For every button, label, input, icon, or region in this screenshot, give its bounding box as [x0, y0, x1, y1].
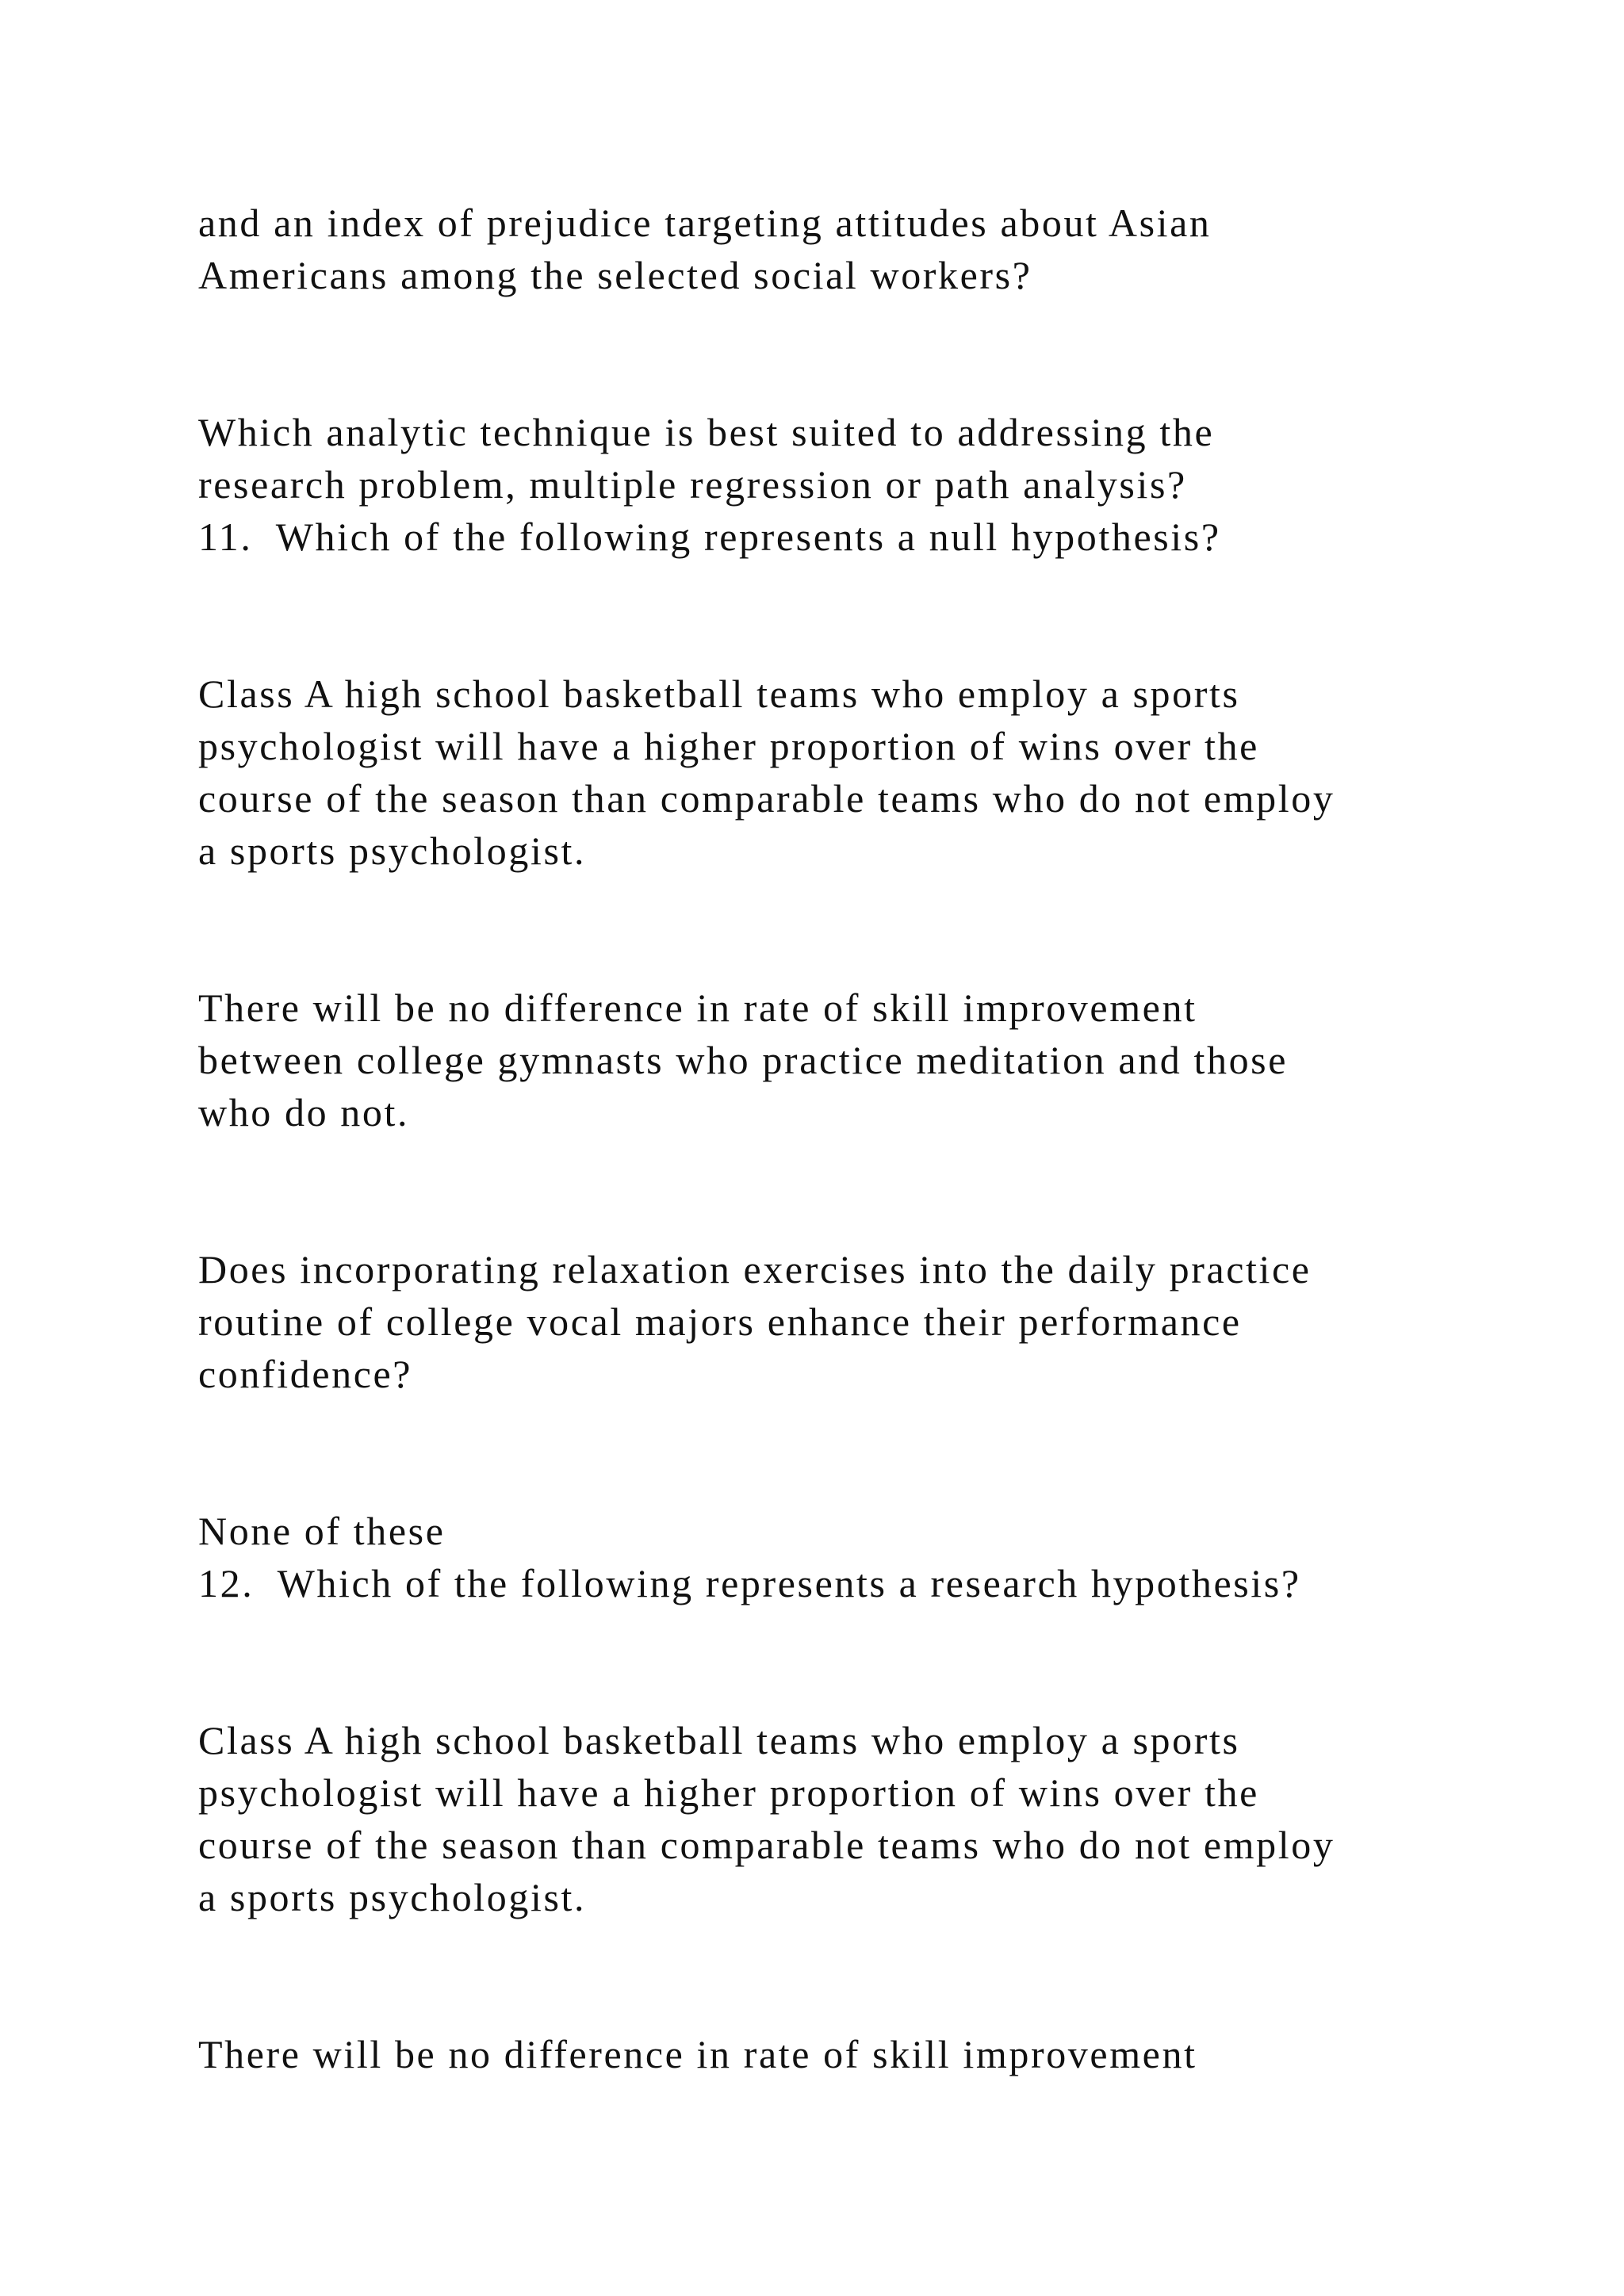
answer-option-line: course of the season than comparable teams who do not employ — [198, 1823, 1335, 1867]
answer-option-line: psychologist will have a higher proportion of wins over the — [198, 1770, 1259, 1815]
answer-option-line: None of these — [198, 1509, 446, 1553]
answer-option-line: Does incorporating relaxation exercises into the daily practice — [198, 1247, 1312, 1292]
answer-option-line: confidence? — [198, 1352, 413, 1396]
answer-option-line: course of the season than comparable teams who do not employ — [198, 776, 1335, 821]
answer-option-line: Class A high school basketball teams who employ a sports — [198, 672, 1240, 716]
answer-option-line: routine of college vocal majors enhance their performance — [198, 1299, 1242, 1344]
text-line: Which analytic technique is best suited to addressing the — [198, 410, 1215, 454]
answer-option-line: There will be no difference in rate of skill improvement — [198, 985, 1197, 1030]
answer-option-line: Class A high school basketball teams who employ a sports — [198, 1718, 1240, 1762]
answer-option-line: a sports psychologist. — [198, 1875, 587, 1919]
text-line: Americans among the selected social workers? — [198, 253, 1032, 297]
answer-option-line: who do not. — [198, 1090, 410, 1135]
answer-option-line: between college gymnasts who practice meditation and those — [198, 1038, 1289, 1082]
question-heading: 11. Which of the following represents a null hypothesis? — [198, 515, 1221, 559]
text-line: and an index of prejudice targeting attitudes about Asian — [198, 201, 1212, 245]
answer-option-line: a sports psychologist. — [198, 828, 587, 873]
question-heading: 12. Which of the following represents a research hypothesis? — [198, 1561, 1301, 1605]
answer-option-line: There will be no difference in rate of skill improvement — [198, 2032, 1197, 2076]
text-line: research problem, multiple regression or path analysis? — [198, 462, 1187, 507]
answer-option-line: psychologist will have a higher proportion of wins over the — [198, 724, 1259, 768]
